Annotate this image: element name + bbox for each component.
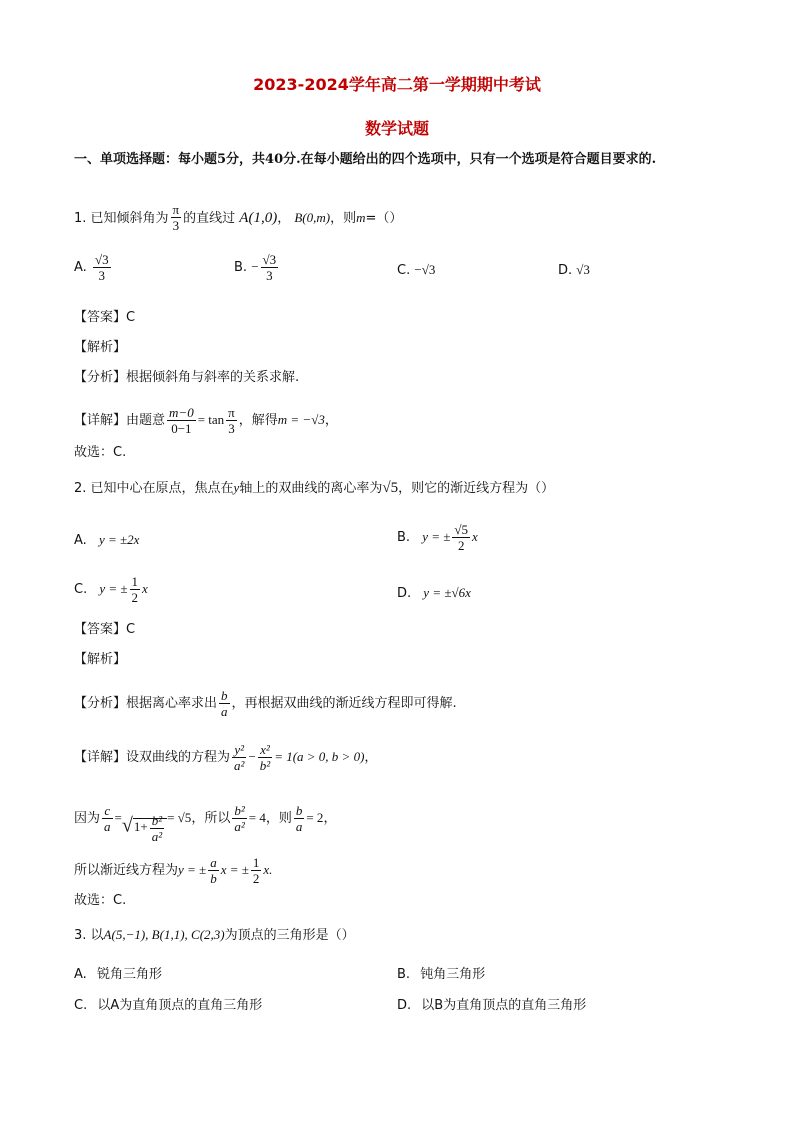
q1-mid2: ，则 [330, 211, 357, 226]
q1-option-b-frac [261, 252, 279, 283]
q2-detail [74, 742, 377, 773]
q1-fenxi [74, 370, 299, 386]
q2-line2-eq4: = 2 [306, 810, 324, 825]
q2-detail-end: ， [364, 750, 378, 765]
q1-mid1: 的直线过 [183, 211, 236, 226]
q2-line2-end: ， [323, 811, 337, 826]
q2-option-d [397, 585, 471, 601]
q3-option-d-text: 以B为直角顶点的直角三角形 [421, 998, 587, 1013]
q2-choose: 故选：C. [74, 893, 127, 908]
q1-detail-prefix: 由题意 [126, 413, 166, 428]
q2-stem-var: y [233, 480, 240, 495]
q1-option-b-num: √3 [262, 252, 277, 267]
q1-detail [74, 405, 338, 436]
q2-line2-sqrt-num: b² [151, 812, 163, 828]
q3-option-c-text: 以A为直角顶点的直角三角形 [97, 998, 263, 1013]
q3-option-c [74, 994, 262, 1013]
section-heading: 一、单项选择题：每小题5分，共40分.在每小题给出的四个选项中，只有一个选项是符合题目要求的. [74, 152, 657, 167]
q2-detail-line3 [74, 855, 272, 886]
q1-prefix: 1. 已知倾斜角为 [74, 211, 169, 226]
q3-stem-prefix: 3. 以 [74, 928, 104, 943]
q2-detail-y-frac [232, 742, 246, 773]
q1-option-d-label: D. [558, 263, 573, 278]
q2-option-b-frac [452, 522, 470, 553]
q2-line3-a-frac [208, 855, 219, 886]
q1-detail-frac-num: m−0 [169, 405, 194, 420]
q2-detail-x-den: b² [259, 758, 271, 773]
q1-option-b-den: 3 [266, 268, 273, 283]
q2-detail-y-den: a² [234, 758, 245, 773]
q1-angle-num: π [172, 202, 180, 217]
q3-option-a-label: A. [74, 967, 87, 982]
q3-option-a [74, 963, 162, 982]
q2-option-b-label: B. [397, 530, 411, 545]
q1-option-b-label: B. [234, 260, 248, 275]
q2-option-d-label: D. [397, 586, 412, 601]
exam-title: 2023-2024学年高二第一学期期中考试 [253, 75, 541, 94]
q2-option-c [74, 574, 148, 605]
q1-detail-mid: ，解得 [238, 413, 278, 428]
q3-option-c-label: C. [74, 998, 88, 1013]
q2-line2-sqrt-one: 1+ [133, 819, 148, 834]
q2-option-a [74, 532, 139, 548]
q1-var-m: m [356, 210, 366, 225]
q3-stem-points: A(5,−1), B(1,1), C(2,3) [103, 927, 225, 942]
q1-option-b [234, 252, 280, 283]
q2-option-c-label: C. [74, 582, 88, 597]
q2-line2-sqrt-sign: √ [121, 814, 133, 836]
q2-line2-c-frac [102, 803, 113, 834]
q1-point-a: A(1,0) [239, 210, 278, 226]
q2-line2-sqrt-den: a² [151, 828, 163, 844]
q2-line3-half-den: 2 [252, 871, 260, 886]
q2-line3-half-frac [251, 855, 262, 886]
q2-line3-mid: x = ± [220, 862, 249, 877]
q1-detail-pi-den: 3 [228, 421, 235, 436]
q1-choose: 故选：C. [74, 445, 127, 460]
q1-option-d-value: √3 [576, 262, 590, 277]
q1-option-a-num: √3 [94, 252, 109, 267]
q1-point-b: B(0,m) [294, 210, 331, 225]
q2-fenxi-num: b [221, 688, 228, 703]
q1-option-c-label: C. [397, 263, 411, 278]
q2-line2-eq3: = 4 [248, 810, 266, 825]
q1-option-b-sign: − [251, 259, 259, 274]
q2-fenxi-den: a [221, 704, 228, 719]
q2-detail-line2 [74, 803, 336, 844]
q2-line2-prefix: 因为 [74, 811, 101, 826]
q2-stem [74, 480, 554, 497]
q3-option-b-text: 钝角三角形 [420, 967, 486, 982]
q1-option-a-label: A. [74, 260, 87, 275]
q1-option-a [74, 252, 113, 283]
q2-detail-label: 【详解】 [74, 750, 127, 765]
q2-stem-prefix: 2. 已知中心在原点，焦点在 [74, 481, 234, 496]
q2-line2-mid: ，所以 [191, 811, 231, 826]
q2-fenxi [74, 688, 457, 719]
q2-line2-ba-frac [294, 803, 305, 834]
q1-detail-pi-frac [226, 405, 237, 436]
q2-line2-ba-num: b [295, 803, 303, 818]
q1-fenxi-text: 根据倾斜角与斜率的关系求解. [126, 370, 300, 385]
q3-option-b-label: B. [397, 967, 411, 982]
q2-line2-c-den: a [104, 819, 111, 834]
q2-option-c-suffix: x [142, 581, 148, 596]
q2-option-b [397, 522, 478, 553]
q3-option-a-text: 锐角三角形 [96, 967, 162, 982]
q2-option-a-label: A. [74, 533, 87, 548]
q2-fenxi-frac [219, 688, 230, 719]
q1-answer [74, 310, 135, 326]
q1-detail-label: 【详解】 [74, 413, 127, 428]
q2-line2-b2-num: b² [234, 803, 245, 818]
q2-line2-b2-den: a² [234, 819, 245, 834]
q2-option-c-num: 1 [131, 574, 139, 589]
q2-line3-half-num: 1 [252, 855, 260, 870]
q2-stem-mid: 轴上的双曲线的离心率为 [239, 481, 383, 496]
q1-detail-frac-den: 0−1 [171, 421, 192, 436]
q2-line2-mid2: ，则 [265, 811, 292, 826]
q2-line2-eq: = [114, 810, 122, 825]
q1-option-c [397, 262, 435, 278]
q1-detail-end: ， [324, 413, 338, 428]
q1-suffix: =（） [365, 211, 403, 226]
q2-line2-sqrt-frac [150, 813, 164, 844]
q2-detail-x-num: x² [258, 742, 272, 758]
q2-detail-x-frac [258, 742, 272, 773]
q3-option-d-label: D. [397, 998, 412, 1013]
q2-option-c-prefix: y = ± [99, 581, 128, 596]
q2-detail-y-num: y² [232, 742, 246, 758]
q2-fenxi-suffix: ，再根据双曲线的渐近线方程即可得解. [231, 696, 457, 711]
q2-option-b-num: √5 [454, 522, 469, 537]
q1-option-d [558, 262, 590, 278]
q3-stem-suffix: 为顶点的三角形是（） [224, 928, 355, 943]
q2-line3-prefix: 所以渐近线方程为 [74, 863, 179, 878]
q2-option-b-suffix: x [472, 529, 478, 544]
q2-analysis-label: 【解析】 [74, 652, 127, 667]
q2-answer-value: C [126, 622, 136, 637]
q2-option-a-value: y = ±2x [98, 532, 140, 547]
q1-answer-label: 【答案】 [74, 310, 127, 325]
q3-option-b [397, 963, 485, 982]
q3-option-d [397, 994, 586, 1013]
q1-option-a-frac [93, 252, 111, 283]
q2-line2-sqrt-body [133, 812, 167, 844]
q2-option-c-frac [130, 574, 141, 605]
q1-angle-frac [171, 202, 182, 233]
q1-fenxi-label: 【分析】 [74, 370, 127, 385]
q2-stem-suffix: ，则它的渐近线方程为（） [398, 481, 555, 496]
q2-option-c-den: 2 [131, 590, 139, 605]
q1-detail-frac [167, 405, 196, 436]
q1-answer-value: C [126, 310, 136, 325]
q2-option-d-value: y = ±√6x [423, 585, 471, 600]
q2-detail-cond: = 1(a > 0, b > 0) [274, 749, 365, 764]
q1-stem [74, 202, 402, 233]
q2-answer [74, 622, 135, 638]
q1-option-a-den: 3 [98, 268, 105, 283]
q2-detail-prefix: 设双曲线的方程为 [126, 750, 231, 765]
q2-line2-ba-den: a [295, 819, 303, 834]
q1-option-c-value: −√3 [414, 262, 436, 277]
q2-line2-sqrt [122, 813, 167, 844]
q2-line2-c-num: c [102, 803, 113, 819]
q2-line3-end: x. [263, 862, 273, 877]
q1-detail-result: m = −√3 [277, 412, 325, 427]
q1-detail-eq: = tan [197, 412, 225, 427]
q1-sep: ， [277, 211, 291, 226]
q2-line3-y: y = ± [178, 862, 207, 877]
q2-fenxi-label: 【分析】 [74, 696, 127, 711]
exam-subtitle: 数学试题 [364, 119, 429, 138]
q2-stem-value: √5 [382, 480, 399, 496]
q2-line3-a-num: a [210, 855, 217, 870]
q1-angle-den: 3 [171, 217, 182, 233]
q2-fenxi-prefix: 根据离心率求出 [126, 696, 218, 711]
q2-option-b-prefix: y = ± [422, 529, 451, 544]
q2-option-b-den: 2 [457, 538, 465, 553]
q2-detail-minus: − [248, 749, 256, 764]
q2-line2-eq2: = √5 [167, 810, 192, 825]
q2-answer-label: 【答案】 [74, 622, 127, 637]
q2-line2-b2-frac [232, 803, 246, 834]
q2-line3-a-den: b [210, 871, 217, 886]
q1-detail-pi-num: π [228, 405, 235, 420]
q3-stem [74, 927, 355, 944]
q1-analysis-label: 【解析】 [74, 340, 127, 355]
